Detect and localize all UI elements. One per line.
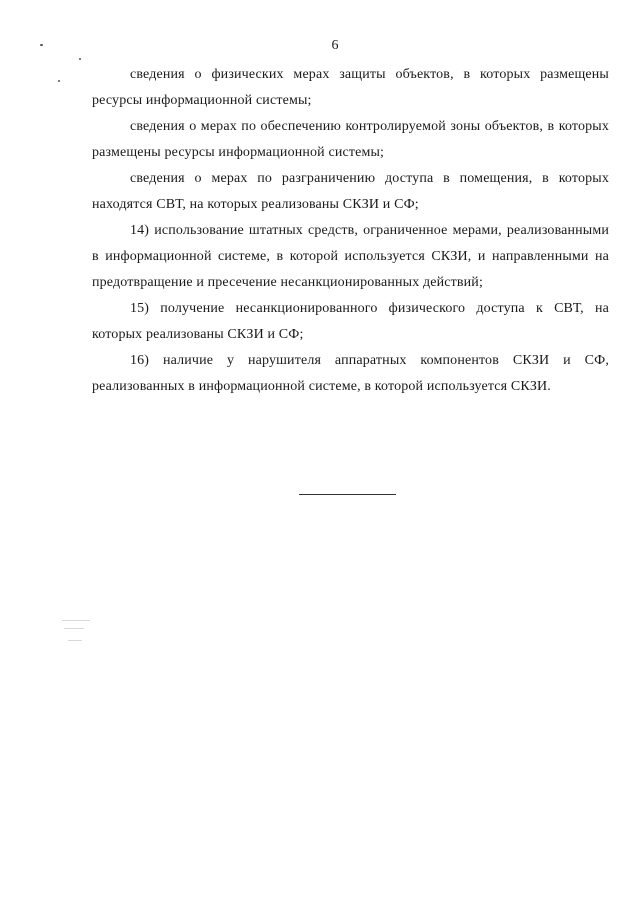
paragraph-item-15: 15) получение несанкционированного физического доступа к СВТ, на которых реализованы СКЗИ и СФ; <box>92 301 609 342</box>
scan-artifact <box>64 628 84 629</box>
scan-speck <box>79 58 81 60</box>
page-number: 6 <box>331 38 339 53</box>
paragraph-access-control: сведения о мерах по разграничению доступа в помещения, в которых находятся СВТ, на которых реализованы СКЗИ и СФ; <box>92 171 609 212</box>
paragraph-physical-protection: сведения о физических мерах защиты объектов, в которых размещены ресурсы информационной системы; <box>92 67 609 108</box>
document-body <box>92 62 609 400</box>
scan-artifact <box>62 620 90 621</box>
paragraph-item-16: 16) наличие у нарушителя аппаратных компонентов СКЗИ и СФ, реализованных в информационной системе, в которой используется СКЗИ. <box>92 353 609 394</box>
end-separator-line <box>299 494 396 495</box>
paragraph-controlled-zone: сведения о мерах по обеспечению контролируемой зоны объектов, в которых размещены ресурсы информационной системы; <box>92 119 609 160</box>
scan-artifact <box>68 640 82 641</box>
scan-speck <box>58 80 60 82</box>
paragraph-item-14: 14) использование штатных средств, ограниченное мерами, реализованными в информационной системе, в которой используется СКЗИ, и направленными на предотвращение и пресечение несанкционированных действий; <box>92 223 609 290</box>
